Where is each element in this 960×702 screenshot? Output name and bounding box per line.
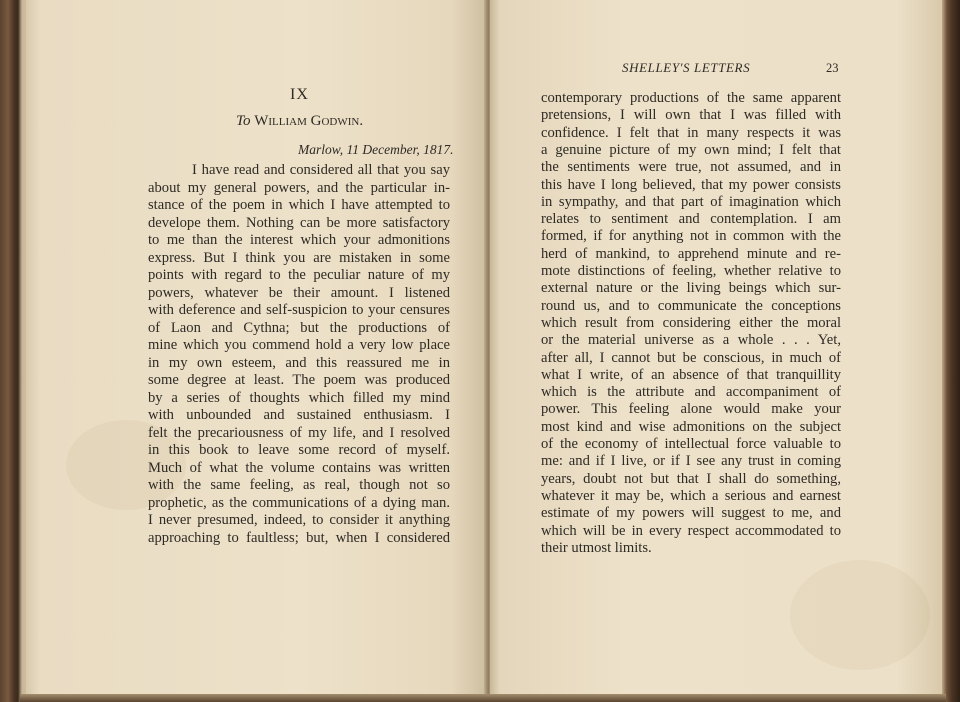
- letter-dateline: Marlow, 11 December, 1817.: [298, 142, 454, 157]
- text-line: prophetic, as the communications of a dying man.: [148, 494, 450, 511]
- chapter-number: IX: [290, 86, 309, 103]
- text-line: I never presumed, indeed, to consider it anything: [148, 512, 450, 528]
- text-line: mine which you commend hold a very low place: [148, 337, 450, 353]
- text-line: of the economy of intellectual force valuable to: [541, 436, 841, 452]
- text-line: stance of the poem in which I have attempted to: [148, 197, 450, 213]
- text-line: external nature or the living beings which sur-: [541, 280, 841, 297]
- text-line: to me than the interest which your admonitions: [148, 232, 450, 248]
- text-line: pretensions, I will own that I was filled with: [541, 107, 841, 124]
- text-line: the sentiments were true, not assumed, and in: [541, 159, 841, 176]
- text-line: I have read and considered all that you say: [192, 162, 450, 178]
- text-line: what I write, of an absence of that tranquillity: [541, 366, 841, 383]
- running-head: SHELLEY'S LETTERS: [622, 60, 751, 75]
- text-line: round us, and to communicate the conceptions: [541, 297, 841, 314]
- text-line: in my own esteem, and this reassured me in: [148, 354, 450, 371]
- text-line: by a series of thoughts which filled my mind: [148, 389, 450, 406]
- left-page: [26, 0, 488, 698]
- book-bottom-edge: [20, 694, 946, 702]
- text-line: of Laon and Cythna; but the productions of: [148, 319, 450, 336]
- addressee-name: William Godwin.: [254, 113, 364, 129]
- text-line: which is the attribute and accompaniment of: [541, 384, 841, 401]
- text-line: felt the precariousness of my life, and I resolved: [148, 424, 450, 441]
- text-line: which will be in every respect accommodated to: [541, 522, 841, 539]
- text-line: estimate of my powers will suggest to me, and: [541, 505, 841, 522]
- text-line: most kind and wise admonitions on the subject: [541, 418, 841, 435]
- text-line: years, doubt not but that I shall do something,: [541, 470, 841, 487]
- text-line: this have I long believed, that my power consists: [541, 176, 841, 193]
- text-line: some degree at least. The poem was produced: [148, 372, 450, 388]
- text-line: with the same feeling, as real, though not so: [148, 477, 450, 493]
- text-line: powers, whatever be their amount. I listened: [148, 284, 450, 301]
- text-line: express. But I think you are mistaken in some: [148, 249, 450, 266]
- text-line: mote distinctions of feeling, whether relative to: [541, 263, 841, 279]
- text-line: their utmost limits.: [541, 539, 652, 556]
- text-line: herd of mankind, to apprehend minute and re-: [541, 245, 841, 262]
- text-line: formed, if for anything not in common with the: [541, 228, 841, 245]
- right-page: [490, 0, 942, 698]
- page-number: 23: [826, 61, 839, 75]
- letter-addressee: [236, 113, 363, 130]
- text-line: whatever it may be, which a serious and earnest: [541, 487, 841, 504]
- text-line: relates to sentiment and contemplation. I am: [541, 211, 841, 228]
- text-line: with unbounded and sustained enthusiasm. I: [148, 407, 450, 423]
- text-line: contemporary productions of the same apparent: [541, 90, 841, 106]
- text-line: approaching to faultless; but, when I considered: [148, 529, 450, 546]
- text-line: in this book to leave some record of myself.: [148, 442, 450, 458]
- text-line: me: and if I live, or if I see any trust in coming: [541, 453, 841, 470]
- text-line: a genuine picture of my own mind; I felt that: [541, 141, 841, 158]
- text-line: Much of what the volume contains was written: [148, 459, 450, 476]
- text-line: develope them. Nothing can be more satisfactory: [148, 214, 450, 231]
- text-line: after all, I cannot but be conscious, in much of: [541, 349, 841, 366]
- text-line: or the material universe as a whole . . . Yet,: [541, 332, 841, 349]
- text-line: with deference and self-suspicion to your censures: [148, 302, 450, 318]
- paper-stain: [790, 560, 930, 670]
- addressee-prefix: To: [236, 113, 251, 129]
- text-line: in sympathy, and that part of imagination which: [541, 193, 841, 210]
- text-line: about my general powers, and the particular in-: [148, 179, 450, 196]
- text-line: points with regard to the peculiar nature of my: [148, 267, 450, 283]
- text-line: which result from considering either the moral: [541, 314, 841, 331]
- text-line: power. This feeling alone would make your: [541, 401, 841, 418]
- book-cover-edge: [942, 0, 960, 702]
- text-line: confidence. I felt that in many respects it was: [541, 124, 841, 141]
